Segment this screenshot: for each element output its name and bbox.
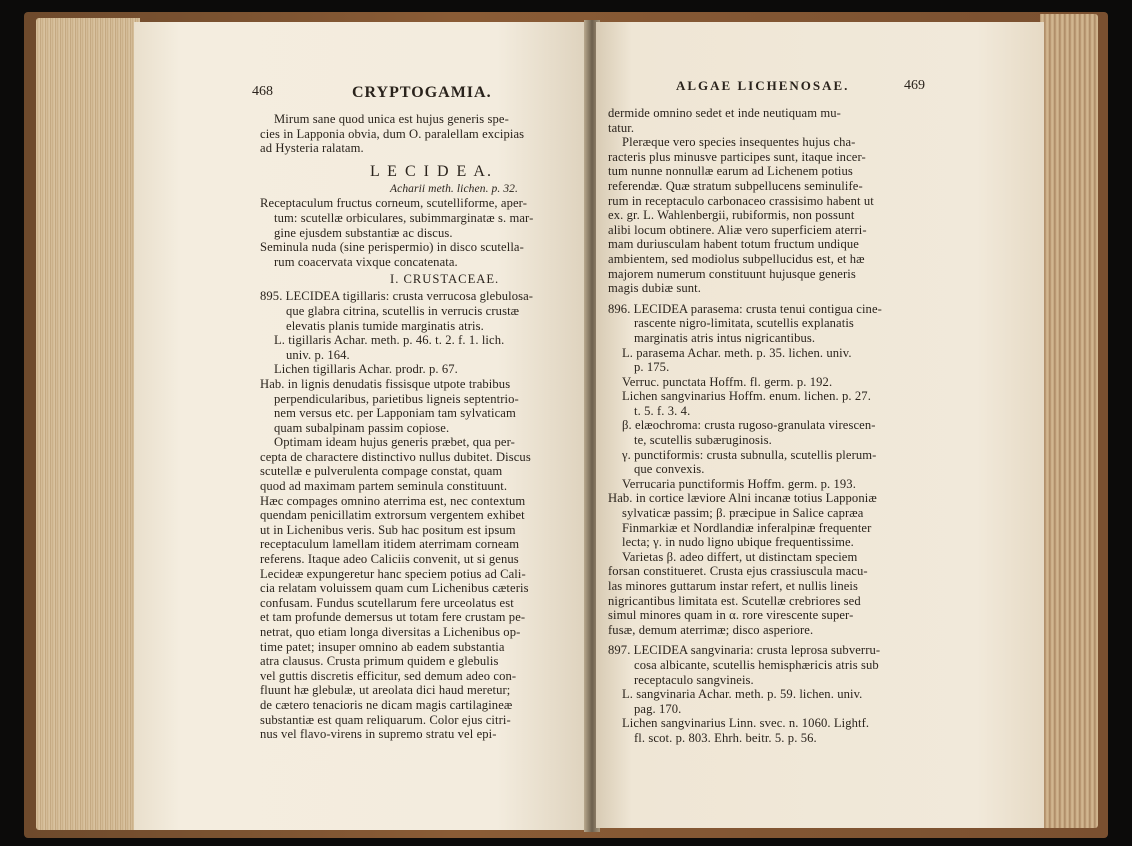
text-line: substantiæ est quam reliquarum. Color ejus citri- [260, 712, 511, 727]
text-line: Verrucaria punctiformis Hoffm. germ. p. 193. [622, 476, 856, 491]
text-line: cia relatam voluissem quam cum Lichenibus cæteris [260, 581, 529, 596]
text-line: perpendicularibus, parietibus ligneis septentrio- [274, 391, 519, 406]
text-line: nigricantibus limitata est. Scutellæ crebriores sed [608, 593, 861, 608]
text-line: univ. p. 164. [286, 347, 350, 362]
text-line: tum: scutellæ orbiculares, subimmarginatæ s. mar- [274, 210, 534, 225]
left-folio: 468 [252, 84, 273, 99]
text-line: tum nunne nonnullæ earum ad Lichenem potius [608, 164, 853, 179]
text-line: pag. 170. [634, 701, 682, 716]
text-line: que convexis. [634, 462, 705, 477]
text-line: fl. scot. p. 803. Ehrh. beitr. 5. p. 56. [634, 730, 817, 745]
right-page-edges [1040, 14, 1098, 828]
text-line: β. elæochroma: crusta rugoso-granulata virescen- [622, 418, 876, 433]
text-line: quod ad maximam partem seminula constituunt. [260, 479, 508, 494]
text-line: sylvaticæ passim; β. præcipue in Salice capræa [622, 506, 864, 521]
text-line: fusæ, demum aterrimæ; disco asperiore. [608, 622, 814, 637]
text-line: quam subalpinam passim copiose. [274, 420, 450, 435]
text-line: Optimam ideam hujus generis præbet, qua per- [274, 435, 515, 450]
text-line: nem versus etc. per Lapponiam tam sylvaticam [274, 406, 516, 421]
text-line: Seminula nuda (sine perispermio) in disco scutella- [260, 240, 524, 255]
text-line: Acharii meth. lichen. p. 32. [390, 182, 518, 195]
text-line: Hæc compages omnino aterrima est, nec contextum [260, 493, 526, 508]
text-line: gine ejusdem substantiæ ac discus. [274, 225, 453, 240]
text-line: que glabra citrina, scutellis in verrucis crustæ [286, 303, 520, 318]
text-line: Varietas β. adeo differt, ut distinctam speciem [622, 549, 858, 564]
text-line: forsan constitueret. Crusta ejus crassiuscula macu- [608, 564, 868, 579]
text-line: ambientem, sed modiolus subpellucidus est, et hæ [608, 251, 865, 266]
text-line: γ. punctiformis: crusta subnulla, scutellis plerum- [622, 447, 877, 462]
text-line: atra clausus. Crusta primum quidem e glebulis [260, 654, 499, 669]
text-line: receptaculum lamellam itidem aterrimam corneam [260, 537, 520, 552]
left-running-head: CRYPTOGAMIA. [352, 84, 492, 101]
text-line: netrat, quo etiam longa diversitas a Lichenibus op- [260, 625, 521, 639]
text-line: las minores guttarum instar refert, et nullis lineis [608, 579, 859, 593]
text-line: te, scutellis subæruginosis. [634, 433, 772, 448]
left-page [134, 22, 588, 830]
right-body-text [608, 106, 882, 746]
left-page-edges [36, 18, 140, 830]
text-line: rascente nigro-limitata, scutellis explanatis [634, 316, 854, 331]
left-body-text [260, 112, 533, 742]
text-line: 896. LECIDEA parasema: crusta tenui contigua cine- [608, 301, 882, 316]
text-line: L. parasema Achar. meth. p. 35. lichen. univ. [622, 345, 852, 360]
text-line: Lichen sangvinarius Linn. svec. n. 1060. Lightf. [622, 716, 870, 731]
text-line: Lichen sangvinarius Hoffm. enum. lichen. p. 27. [622, 389, 871, 404]
text-line: majorem numerum constituunt hujusque generis [608, 266, 856, 281]
text-line: dermide omnino sedet et inde neutiquam mu- [608, 106, 841, 120]
text-line: 897. LECIDEA sangvinaria: crusta leprosa subverru- [608, 643, 881, 658]
text-line: marginatis atris intus nigricantibus. [634, 330, 816, 345]
text-line: nus vel flavo-virens in supremo stratu vel epi- [260, 727, 497, 742]
text-line: quendam penicillatim extrorsum vergentem exhibet [260, 508, 525, 523]
text-line: rum in receptaculo carbonaceo crassisimo habent ut [608, 193, 874, 208]
text-line: L E C I D E A. [370, 162, 493, 180]
text-line: fluunt hæ glebulæ, ut areolata dici haud meretur; [260, 683, 511, 698]
text-line: Mirum sane quod unica est hujus generis spe- [274, 112, 509, 126]
text-line: tatur. [608, 120, 635, 135]
text-line: ex. gr. L. Wahlenbergii, rubiformis, non possunt [608, 208, 855, 223]
text-line: elevatis planis tumide marginatis atris. [286, 318, 484, 333]
text-line: Pleræque vero species insequentes hujus cha- [622, 135, 856, 150]
text-line: referendæ. Quæ stratum subpellucens seminulife- [608, 178, 863, 193]
text-line: Verruc. punctata Hoffm. fl. germ. p. 192. [622, 374, 833, 389]
text-line: racteris plus minusve participes sunt, itaque incer- [608, 149, 866, 164]
text-line: time patet; insuper omnino ab eadem substantia [260, 639, 505, 654]
text-line: cepta de charactere distinctivo nullus dubitet. Discus [260, 449, 531, 464]
text-line: Lichen tigillaris Achar. prodr. p. 67. [274, 362, 458, 377]
text-line: L. sangvinaria Achar. meth. p. 59. lichen. univ. [622, 687, 863, 702]
text-line: simul minores quam in α. rore virescente super- [608, 608, 854, 623]
text-line: p. 175. [634, 360, 670, 375]
text-line: Finmarkiæ et Nordlandiæ inferalpinæ frequenter [622, 520, 872, 535]
text-line: L. tigillaris Achar. meth. p. 46. t. 2. f. 1. lich. [274, 333, 505, 348]
text-line: referens. Itaque adeo Caliciis convenit, ut si genus [260, 552, 519, 567]
text-line: Hab. in lignis denudatis fissisque utpote trabibus [260, 376, 511, 391]
text-line: mam duriusculam habent totum fructum undique [608, 237, 859, 252]
text-line: Receptaculum fructus corneum, scutelliforme, aper- [260, 196, 528, 211]
text-line: rum coacervata vixque concatenata. [274, 254, 458, 269]
text-line: de cætero tenacioris ne dicam magis cartilagineæ [260, 697, 513, 712]
text-line: et tam profunde demersus ut totam fere crustam pe- [260, 610, 526, 625]
right-running-head: ALGAE LICHENOSAE. [676, 78, 850, 93]
text-line: lecta; γ. in nudo ligno ubique frequentissime. [622, 535, 854, 550]
text-line: ut in Lichenibus veris. Sub hac positum est ipsum [260, 522, 516, 537]
text-line: magis dubiæ sunt. [608, 281, 702, 296]
text-line: 895. LECIDEA tigillaris: crusta verrucosa glebulosa- [260, 289, 534, 304]
right-page [596, 22, 1044, 828]
text-line: receptaculo sangvineis. [634, 672, 754, 687]
text-line: Lecideæ expungeretur hanc speciem potius ad Cali- [260, 566, 526, 581]
text-line: vel guttis discretis efficitur, sed demum adeo con- [260, 668, 517, 683]
text-line: I. CRUSTACEAE. [390, 272, 500, 287]
right-folio: 469 [904, 78, 925, 93]
text-line: ad Hysteria ralatam. [260, 141, 364, 156]
text-line: cies in Lapponia obvia, dum O. paralellam excipias [260, 126, 525, 141]
text-line: t. 5. f. 3. 4. [634, 403, 691, 418]
text-line: confusam. Fundus scutellarum fere urceolatus est [260, 595, 514, 610]
text-line: Hab. in cortice læviore Alni incanæ totius Lapponiæ [608, 491, 877, 506]
text-line: cosa albicante, scutellis hemisphæricis atris sub [634, 657, 879, 672]
text-line: scutellæ e pulverulenta compage constat, quam [260, 464, 503, 479]
text-line: alibi locum obtinere. Aliæ vero superficiem aterri- [608, 222, 867, 237]
